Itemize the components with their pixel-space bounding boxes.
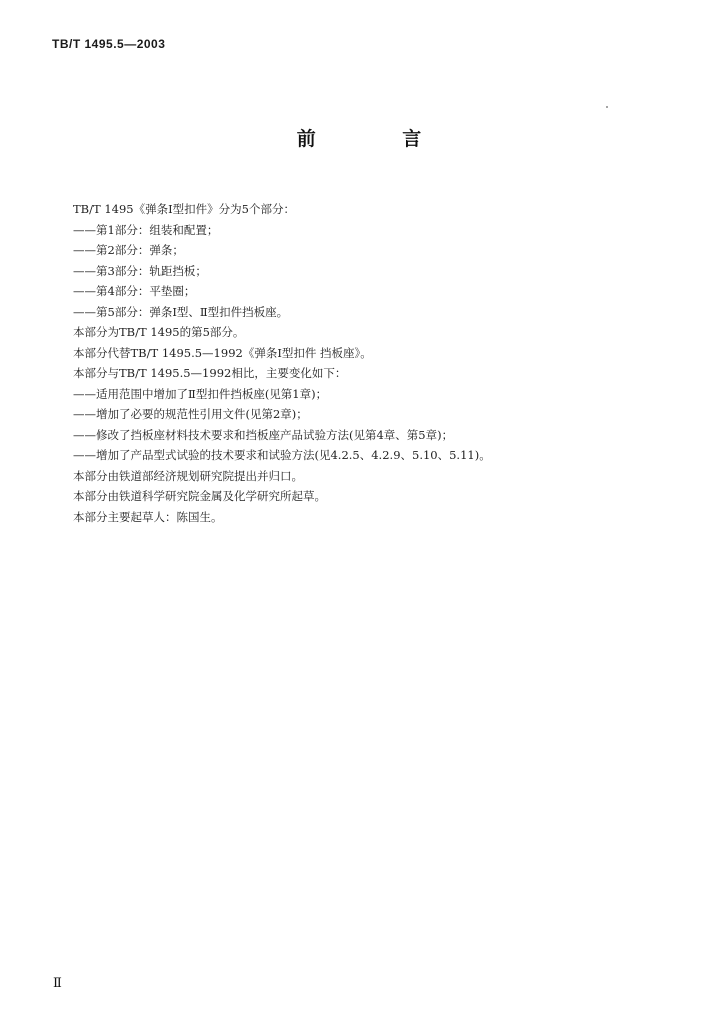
foreword-line: ——第1部分：组装和配置； [73,222,219,237]
page-title: 前 言 [296,128,462,150]
foreword-line: 本部分与TB/T 1495.5—1992相比，主要变化如下： [73,366,347,380]
foreword-line: 本部分主要起草人：陈国生。 [73,509,223,524]
page-number: Ⅱ [53,976,62,991]
foreword-line: ——第3部分：轨距挡板； [73,263,207,278]
scan-speck [606,106,608,108]
foreword-line: 本部分由铁道科学研究院金属及化学研究所起草。 [73,489,326,503]
foreword-line: 本部分代替TB/T 1495.5—1992《弹条Ⅰ型扣件 挡板座》。 [73,345,372,360]
foreword-line: ——增加了产品型式试验的技术要求和试验方法(见4.2.5、4.2.9、5.10、5.11)。 [73,448,491,462]
foreword-line: ——增加了必要的规范性引用文件(见第2章)； [73,407,308,421]
foreword-line: ——第2部分：弹条； [73,243,184,257]
foreword-body [73,199,673,527]
foreword-line: ——第4部分：平垫圈； [73,284,196,298]
foreword-line: 本部分由铁道部经济规划研究院提出并归口。 [73,468,303,483]
foreword-line: ——第5部分：弹条Ⅰ型、Ⅱ型扣件挡板座。 [73,304,289,319]
foreword-line: 本部分为TB/T 1495的第5部分。 [73,325,245,339]
foreword-line: TB/T 1495《弹条Ⅰ型扣件》分为5个部分： [73,202,295,216]
standard-code-header: TB/T 1495.5—2003 [52,37,166,51]
foreword-line: ——修改了挡板座材料技术要求和挡板座产品试验方法(见第4章、第5章)； [73,427,454,442]
foreword-line: ——适用范围中增加了Ⅱ型扣件挡板座(见第1章)； [73,386,328,401]
